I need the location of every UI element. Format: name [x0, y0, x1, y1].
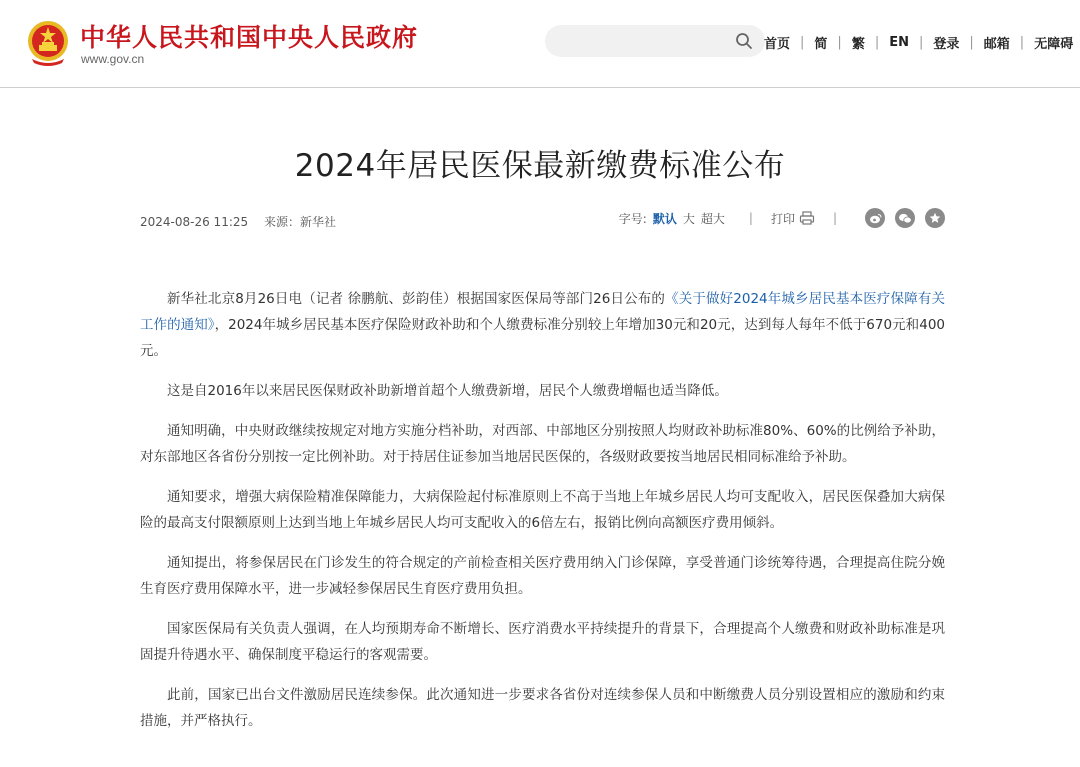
article-meta	[140, 206, 945, 234]
search-icon[interactable]	[735, 32, 753, 50]
nav-accessibility[interactable]: 无障碍	[1034, 37, 1074, 52]
article-paragraph: 通知提出，将参保居民在门诊发生的符合规定的产前检查相关医疗费用纳入门诊保障，享受普通门诊统筹待遇，合理提高住院分娩生育医疗费用保障水平，进一步减轻参保居民生育医疗费用负担。	[140, 555, 945, 597]
article-title: 2024年居民医保最新缴费标准公布	[294, 148, 786, 184]
nav-separator: |	[874, 35, 880, 50]
nav-login[interactable]: 登录	[933, 37, 960, 52]
font-size-label: 字号:	[618, 211, 647, 226]
article-paragraph: 通知要求，增强大病保险精准保障能力，大病保险起付标准原则上不高于当地上年城乡居民人均可支配收入，居民医保叠加大病保险的最高支付限额原则上达到当地上年城乡居民人均可支配收入的6倍左右，报销比例向高额医疗费用倾斜。	[140, 489, 945, 531]
print-label: 打印	[770, 211, 795, 226]
article-paragraph	[140, 286, 945, 364]
nav-mail[interactable]: 邮箱	[983, 37, 1010, 52]
nav-traditional[interactable]: 繁	[851, 37, 865, 52]
font-size-default[interactable]: 默认	[652, 211, 677, 226]
weibo-share-button[interactable]	[865, 208, 885, 228]
wechat-share-button[interactable]	[895, 208, 915, 228]
nav-separator: |	[800, 35, 805, 50]
site-name[interactable]: 中华人民共和国中央人民政府	[80, 23, 419, 52]
article-paragraph: 此前，国家已出台文件激励居民连续参保。此次通知进一步要求各省份对连续参保人员和中断缴费人员分别设置相应的激励和约束措施，并严格执行。	[140, 687, 945, 729]
nav-separator: |	[837, 35, 842, 50]
nav-separator: |	[969, 35, 974, 50]
article-body	[140, 286, 945, 748]
nav-english[interactable]: EN	[889, 35, 909, 50]
favorite-icon	[929, 212, 941, 224]
paragraph-text: ，2024年城乡居民基本医疗保险财政补助和个人缴费标准分别较上年增加30元和20元，达到每人每年不低于670元和400元。	[140, 317, 945, 359]
nav-separator: |	[1019, 35, 1025, 50]
favorite-button[interactable]	[925, 208, 945, 228]
search-input[interactable]	[545, 25, 765, 57]
site-header	[0, 0, 1080, 88]
meta-divider: |	[748, 211, 753, 225]
nav-simplified[interactable]: 简	[814, 37, 828, 52]
publish-date: 2024-08-26 11:25	[140, 215, 249, 229]
print-icon	[799, 211, 815, 225]
wechat-icon	[898, 213, 912, 224]
paragraph-text: 新华社北京8月26日电（记者 徐鹏航、彭韵佳）根据国家医保局等部门26日公布的	[167, 291, 666, 307]
font-size-xlarge[interactable]: 超大	[700, 211, 725, 226]
weibo-icon	[869, 213, 882, 224]
article-paragraph: 这是自2016年以来居民医保财政补助新增首超个人缴费新增，居民个人缴费增幅也适当降低。	[167, 383, 728, 399]
print-button[interactable]	[771, 210, 815, 227]
meta-divider: |	[832, 211, 837, 225]
policy-document-link[interactable]: 《关于做好2024年城乡居民基本医疗保障有关工作的通知》	[140, 291, 945, 333]
nav-home[interactable]: 首页	[764, 37, 791, 52]
site-url: www.gov.cn	[81, 52, 145, 66]
national-emblem-icon[interactable]	[26, 19, 70, 67]
source-name: 新华社	[299, 215, 336, 229]
font-size-large[interactable]: 大	[682, 211, 695, 226]
article-paragraph: 国家医保局有关负责人强调，在人均预期寿命不断增长、医疗消费水平持续提升的背景下，合理提高个人缴费和财政补助标准是巩固提升待遇水平、确保制度平稳运行的客观需要。	[140, 621, 945, 663]
source-label: 来源：	[263, 215, 300, 229]
article-paragraph: 通知明确，中央财政继续按规定对地方实施分档补助，对西部、中部地区分别按照人均财政补助标准80%、60%的比例给予补助，对东部地区各省份分别按一定比例补助。对于持居住证参加当地居民医保的，各级财政要按当地居民相同标准给予补助。	[140, 423, 945, 465]
top-nav	[762, 33, 1080, 52]
nav-separator: |	[918, 35, 924, 50]
